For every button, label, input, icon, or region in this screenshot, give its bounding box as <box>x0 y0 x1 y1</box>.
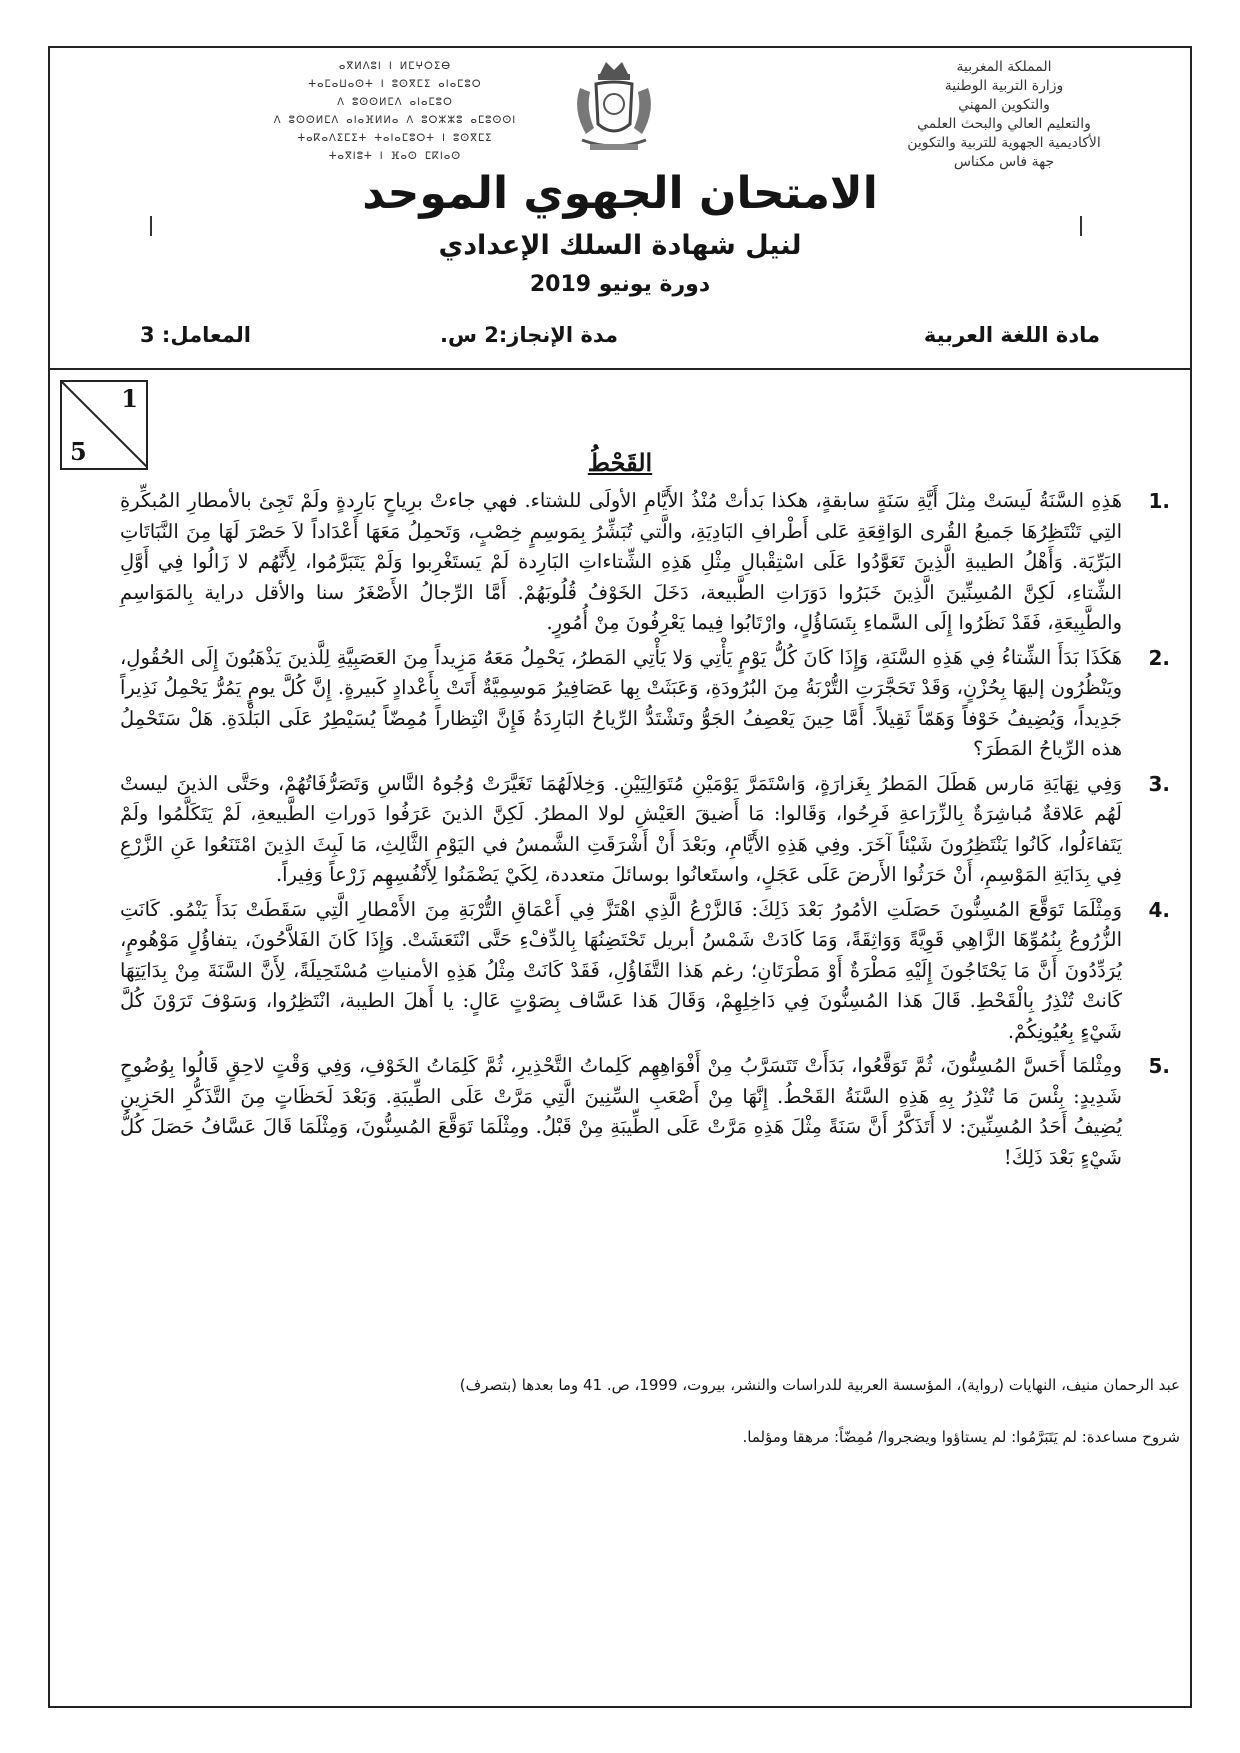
paragraph <box>120 895 1170 1048</box>
exam-title: الامتحان الجهوي الموحد <box>362 168 878 219</box>
page-total: 5 <box>70 437 87 466</box>
page-number: 1 <box>121 384 138 413</box>
paragraph-number: .4 <box>1148 897 1170 922</box>
paragraph <box>120 643 1170 765</box>
paragraph-text: وَمِثْلَمَا تَوَقَّعَ المُسِنُّونَ حَصَلَتِ الأمُورُ بَعْدَ ذَلِكَ: فَالزَّرْعُ الَّذِي اهْتَزَّ فِي أَعْمَاقِ التُّرْبَةِ مِنَ الأَمْطارِ الَّتِي سَقَطَتْ بَدَأَ يَنْمُو. كَانَتِ الزُّرُوعُ بِنُمُوِّهَا الزَّاهِي قَوِيَّةً وَوَاثِقَةً، وَمَا كَادَتْ شَمْسُ أبريل تَحْتَضِنُهَا بِالدِّفْءِ حَتَّى انْتَعَشَتْ. وَإِذَا كَانَ الفَلاَّحُونَ، يتفاؤُلٍ مَوْهُومٍ، يُرَدِّدُونَ أَنَّ مَا يَحْتَاجُونَ إِلَيْهِ مَطْرَةٌ أَوْ مَطْرَتَانِ؛ رغم هَذا التَّفَاؤُلِ، فَقَدْ كَانَتْ مِثْلُ هَذِهِ الأمنياتِ مُسْتَحِيلَةً، لِأَنَّ السَّنَةَ مِنْ بِدَايَتِهَا كَانتْ تُنْذِرُ بِالْقَحْطِ. قَالَ هَذا المُسِنُّونَ فِي دَاخِلِهِمْ، وَقَالَ هَذا عَسَّاف بِصَوْتٍ عَالٍ: يا أَهلَ الطيبة، انْتَظِرُوا، وَسَوْفَ تَرَوْنَ كُلَّ شَيْءٍ بِعُيُونِكُمْ. <box>120 897 1122 1043</box>
glossary-notes: شروح مساعدة: لم يَتَبَرَّمُوا: لم يستاؤوا ويضجروا/ مُمِضّاً: مرهقا ومؤلما. <box>742 1428 1180 1446</box>
paragraph <box>120 1051 1170 1173</box>
paragraph-number: .2 <box>1148 645 1170 670</box>
exam-session: دورة يونيو 2019 <box>529 272 711 297</box>
paragraph-text: ومِثْلمَا أَحَسَّ المُسِنُّونَ، ثُمَّ تَوَقَّعُوا، بَدَأَتْ تَتَسَرَّبُ مِنْ أَفْوَاهِهِم كَلِماتُ التَّحْذِيرِ، ثُمَّ كَلِمَاتُ الخَوْفِ، وَفِي وَقْتٍ لاحِقٍ قَالُوا بِوُضُوحٍ شَدِيدٍ: بِئْسَ مَا تُنْذِرُ بِهِ هَذِهِ السَّنَةُ القَحْطُ. إِنَّهَا مِنْ أَصْعَبِ السِّنِينَ الَّتِي مَرَّتْ عَلَى الطِّيبَةِ. وَبَعْدَ لَحَظَاتٍ مِنَ التَّذَكُّرِ الحَزِينِ يُضِيفُ أَحَدُ المُسِنِّينَ: لا أَتَذَكَّرُ أَنَّ سَنَةً مِثْلَ هَذِهِ مَرَّتْ عَلَى الطِّيبَةِ مِنْ قَبْلُ. ومِثْلَمَا تَوَقَّعَ المُسِنُّونَ، وَمِثْلَمَا قَالَ عَسَّافُ حَصَلَ كُلُّ شَيْءٍ بَعْدَ ذَلِكَ! <box>120 1054 1122 1169</box>
ministry-tifinagh <box>260 58 530 166</box>
ministry-arabic <box>854 58 1154 172</box>
ministry-line: والتكوين المهني <box>958 97 1050 113</box>
paragraph <box>120 486 1170 639</box>
text-body <box>120 486 1170 1177</box>
ministry-line: الأكاديمية الجهوية للتربية والتكوين <box>907 135 1101 151</box>
ministry-line: جهة فاس مكناس <box>953 154 1055 170</box>
paragraph-text: وَفِي نِهَايَةِ مَارس هَطَلَ المَطرُ بِغَزارَةٍ، وَاسْتَمَرَّ يَوْمَيْنِ مُتَوَالِيَيْنِ. وَخِلالَهُمَا تَغَيَّرَتْ وُجُوهُ النَّاسِ وَتَصَرُّفَاتُهُمْ، وحَتَّى الذينَ ليستْ لَهُم عَلاقةٌ مُباشِرَةٌ بِالزِّرَاعةِ فَرِحُوا، وَقَالوا: مَا أَضيقَ العَيْشِ لولا المطرُ. لَكِنَّ الذينَ عَرَفُوا دَوراتِ الطَّبيعةِ، لَمْ يَتَكَلَّمُوا ولَمْ يَتَفاءَلُوا، كَانُوا يَنْتَظِرُونَ شَيْئاً آخَرَ. وفِي هَذِهِ الأَيَّامِ، وبَعْدَ أَنْ أَشْرَقَتِ الشَّمسُ في اليَوْمِ الثَّالِثِ، مَا لَبِثَ الذِينَ امْتَنَعُوا عَنِ الزَّرْعِ فِي بِدَايَةِ المَوْسِمِ، أَنْ حَرَثُوا الأَرضَ عَلَى عَجَلٍ، واستَعانُوا بوسائلَ متعددة، لِكَيْ يَضْمَنُوا لِأَنْفُسِهِم زَرْعاً وَفِيراً. <box>120 771 1122 886</box>
subject-label: مادة اللغة العربية <box>923 323 1100 347</box>
ministry-line: والتعليم العالي والبحث العلمي <box>917 116 1091 132</box>
tifinagh-line: ⵜⴰⵎⴰⵡⴰⵙⵜ ⵏ ⵓⵙⴳⵎⵉ ⴰⵏⴰⵎⵓⵔ <box>308 79 482 90</box>
coefficient-label: المعامل: 3 <box>140 323 251 347</box>
tifinagh-line: ⵜⴰⴳⵏⵓⵜ ⵏ ⴼⴰⵙ ⵎⴽⵏⴰⵙ <box>328 151 462 162</box>
text-title: القَحْطُ <box>587 448 653 477</box>
tifinagh-line: ⴰⴳⵍⴷⵓⵏ ⵏ ⵍⵎⵖⵔⵉⴱ <box>338 61 452 72</box>
exam-frame <box>48 46 1192 1708</box>
paragraph <box>120 769 1170 891</box>
exam-header <box>50 48 1190 370</box>
royal-emblem-icon <box>560 54 668 158</box>
paragraph-number: .1 <box>1148 489 1170 513</box>
source-citation: عبد الرحمان منيف، النهايات (رواية)، المؤسسة العربية للدراسات والنشر، بيروت، 1999، ص. 41 وما بعدها (بتصرف) <box>459 1376 1180 1394</box>
paragraph-number: .3 <box>1148 771 1170 796</box>
paragraph-number: .5 <box>1148 1054 1170 1078</box>
tifinagh-line: ⵜⴰⴽⴰⴷⵉⵎⵉⵜ ⵜⴰⵏⴰⵎⵓⵔⵜ ⵏ ⵓⵙⴳⵎⵉ <box>297 133 493 144</box>
paragraph-text: هَذِهِ السَّنَةُ لَيسَتْ مِثلَ أَيَّةِ سَنَةٍ سابقةٍ، هكذا بَدأتْ مُنْذُ الأَيَّامِ الأولَى للشتاء. فهي جاءتْ برِياحٍ بَارِدةٍ ولَمْ تَجِئ بالأمطارِ المُبكِّرةِ التِي تَنْتَظِرُهَا جَميعُ القُرى الوَاقِعَةِ عَلى أَطْرافِ البَادِيَةِ، والَّتي تُبَشِّرُ بِمَوسِمٍ خِصْبٍ، وَتَحمِلُ مَعَهَا أَعْدَاداً لاَ حَصْرَ لَهَا مِنَ النَّبَاتَاتِ البَرِّيَة. وَأَهْلُ الطيبةِ الَّذِينَ تَعَوَّدُوا عَلَى اسْتِقْبالِ مِثْلِ هَذِهِ الشِّتاءاتِ البَارِدة لَمْ يَستَغْرِبوا وَلَمْ يَتَبَرَّمُوا، لِأَنَّهُم لا زَالُوا فِي أَوَّلِ الشِّتاءِ، لَكِنَّ المُسِنِّينَ الَّذِينَ خَبَرُوا دَوَرَاتِ الطَّبيعة، دَخَلَ الخَوْفُ قُلُوبَهُمْ. أَمَّا الرِّجالُ الأَصْغَرُ سنا والأقل دراية بِالمَوَاسِمِ والطَّبِيعَةِ، فَقَدْ نَظَرُوا إِلَى السَّماءِ بِتَسَاؤُلٍ، وارْتَابُوا فِيما يَعْرِفُونَ مِنْ أُمُورٍ. <box>120 489 1122 634</box>
ministry-line: المملكة المغربية <box>956 59 1052 75</box>
tifinagh-line: ⴷ ⵓⵙⵙⵍⵎⴷ ⴰⵏⴰⴼⵍⵍⴰ ⴷ ⵓⵔⵣⵣⵓ ⴰⵎⵓⵙⵙⵏ <box>273 115 517 126</box>
exam-subtitle: لنيل شهادة السلك الإعدادي <box>438 230 802 261</box>
tifinagh-line: ⴷ ⵓⵙⵙⵍⵎⴷ ⴰⵏⴰⵎⵓⵔ <box>337 97 453 108</box>
ministry-line: وزارة التربية الوطنية <box>944 78 1064 94</box>
duration-label: مدة الإنجاز:2 س. <box>440 323 618 347</box>
paragraph-text: هَكَذَا بَدَأَ الشِّتاءُ فِي هَذِهِ السَّنَةِ، وَإِذَا كَانَ كُلُّ يَوْمٍ يَأْتِي وَلا يَأْتِي المَطرُ، يَحْمِلُ مَعَهُ مَزِيداً مِنَ العَصَبِيَّةِ لِلَّذينَ يَذْهَبُونَ إِلَى الحُقُولِ، ويَنْظُرُون إليهَا بِحُزْنٍ، وَقَدْ تَحَجَّرَتِ التُّرْبَةُ مِنَ البُرُودَةِ، وَعَبَثَتْ بِها عَصَافِيرُ مَوسِمِيَّةٌ أَتَتْ بِأَعْدادٍ كَبيرةٍ. إِنَّ كُلَّ يومٍ يَمُرُّ يَحْمِلُ نَذِيراً جَدِيداً، وَيُضِيفُ خَوْفاً وَهَمّاً ثَقِيلاً. أَمَّا حِينَ يَعْصِفُ الجَوُّ وتَشْتَدُّ الرِّياحُ البَارِدَةُ فَإِنَّ انْتِظاراً مُمِضّاً يُسَيْطِرُ عَلَى البَلْدَةِ. هَلْ سَتَحْمِلُ هذه الرِّياحُ المَطَرَ؟ <box>120 645 1122 760</box>
